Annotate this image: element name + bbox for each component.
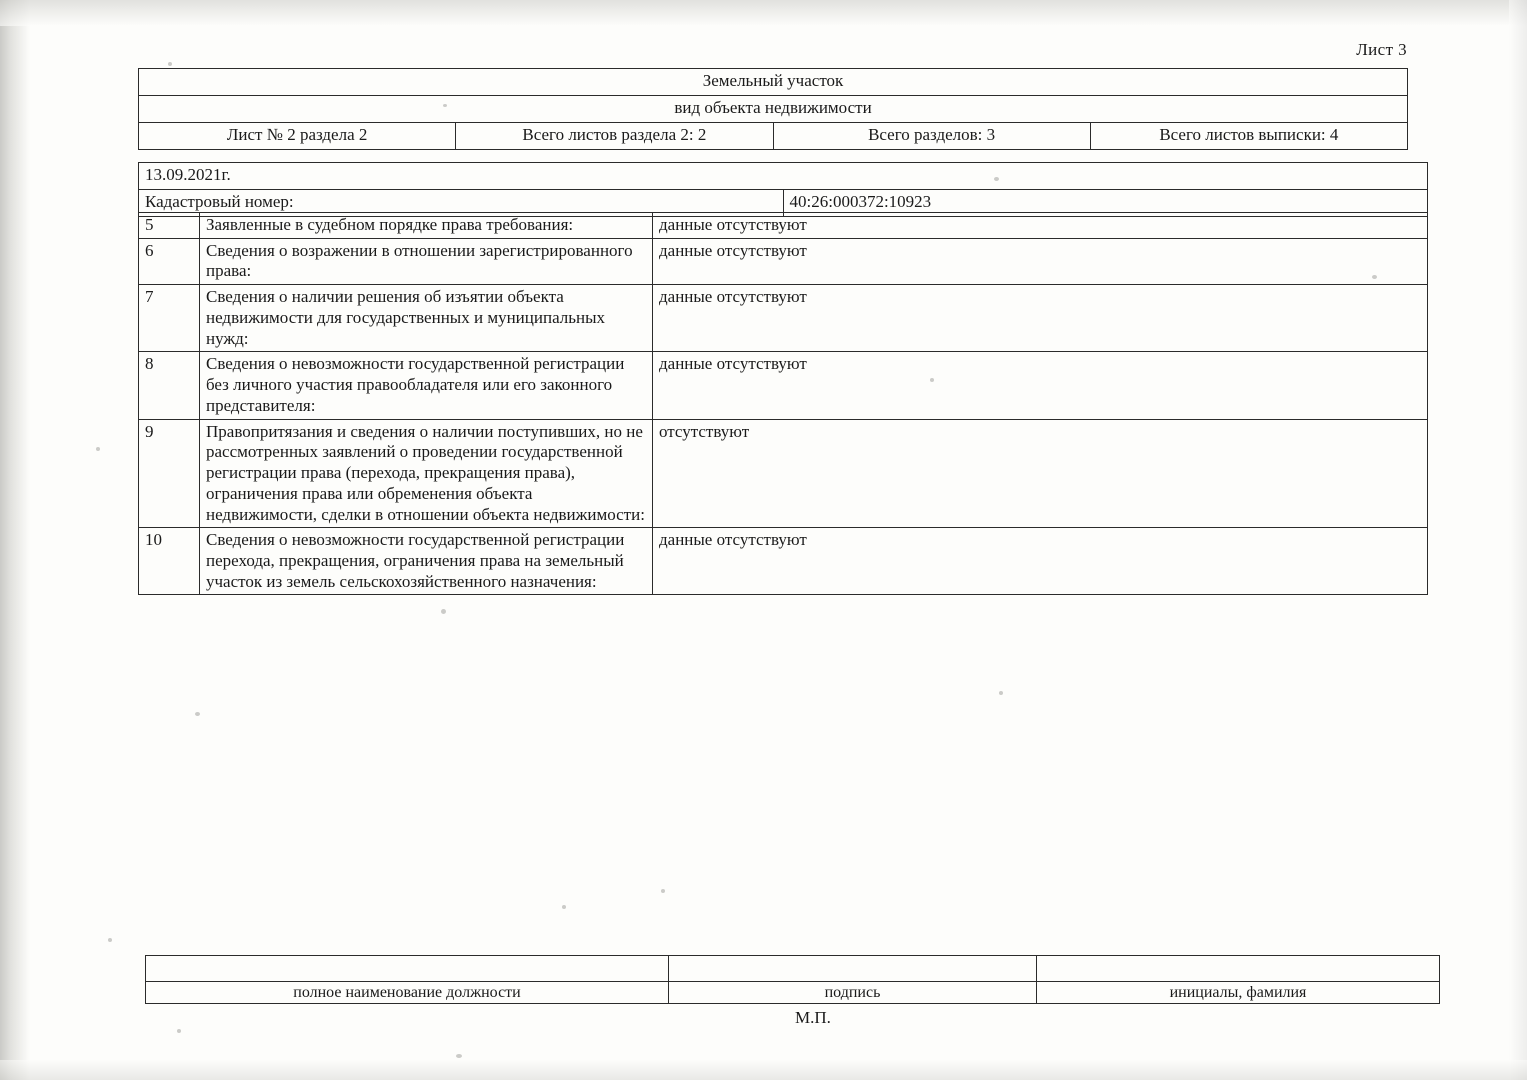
scan-edge-top (0, 0, 1527, 26)
row-number: 10 (139, 528, 200, 595)
scan-speck (177, 1029, 181, 1033)
counts-row (139, 123, 1408, 150)
scan-speck (168, 62, 172, 66)
scan-speck (562, 905, 566, 909)
scan-speck (108, 938, 112, 942)
table-row (139, 528, 1428, 595)
scan-edge-right (1509, 0, 1527, 1080)
row-value: данные отсутствуют (653, 528, 1428, 595)
row-value: данные отсутствуют (653, 213, 1428, 239)
sheet-label: Лист 3 (1356, 40, 1407, 59)
row-number: 5 (139, 213, 200, 239)
position-caption: полное наименование должности (146, 981, 669, 1004)
signature-blank-row (146, 956, 1440, 982)
object-type-cell: Земельный участок (139, 69, 1408, 96)
section-sheet-cell: Лист № 2 раздела 2 (139, 123, 456, 150)
signature-caption-row (146, 981, 1440, 1004)
name-blank-cell (1037, 956, 1440, 982)
row-label: Сведения о невозможности государственной регистрации перехода, прекращения, ограничения права на земельный участок из земель сельскохозяйственного назначения: (200, 528, 653, 595)
table-row (139, 419, 1428, 528)
scan-speck (456, 1054, 462, 1058)
document-header-table (138, 68, 1408, 150)
row-value: данные отсутствуют (653, 285, 1428, 352)
attributes-table (138, 212, 1428, 595)
row-value: данные отсутствуют (653, 352, 1428, 419)
cadastral-number-cell: 40:26:000372:10923 (783, 190, 1428, 217)
date-cell: 13.09.2021г. (139, 163, 1428, 190)
section-total-sheets-cell: Всего листов раздела 2: 2 (456, 123, 773, 150)
name-caption: инициалы, фамилия (1037, 981, 1440, 1004)
object-type-caption-cell: вид объекта недвижимости (139, 96, 1408, 123)
row-number: 9 (139, 419, 200, 528)
row-number: 7 (139, 285, 200, 352)
scan-speck (441, 609, 446, 614)
signature-caption: подпись (669, 981, 1037, 1004)
row-value: отсутствуют (653, 419, 1428, 528)
row-label: Сведения о возражении в отношении зарегистрированного права: (200, 238, 653, 284)
cadastral-label-cell: Кадастровый номер: (139, 190, 784, 217)
table-row (139, 352, 1428, 419)
row-label: Сведения о наличии решения об изъятии объекта недвижимости для государственных и муниципальных нужд: (200, 285, 653, 352)
document-meta-table (138, 162, 1428, 217)
row-label: Заявленные в судебном порядке права требования: (200, 213, 653, 239)
row-value: данные отсутствуют (653, 238, 1428, 284)
date-row (139, 163, 1428, 190)
row-label: Сведения о невозможности государственной регистрации без личного участия правообладателя или его законного представителя: (200, 352, 653, 419)
table-row (139, 238, 1428, 284)
row-number: 6 (139, 238, 200, 284)
signature-table (145, 955, 1440, 1004)
object-type-caption-row (139, 96, 1408, 123)
row-number: 8 (139, 352, 200, 419)
table-row (139, 285, 1428, 352)
total-extract-sheets-cell: Всего листов выписки: 4 (1090, 123, 1407, 150)
signature-blank-cell (669, 956, 1037, 982)
position-blank-cell (146, 956, 669, 982)
scan-speck (999, 691, 1003, 695)
scan-speck (96, 447, 100, 451)
scan-speck (195, 712, 200, 716)
scan-speck (661, 889, 665, 893)
total-sections-cell: Всего разделов: 3 (773, 123, 1090, 150)
table-row (139, 213, 1428, 239)
row-label: Правопритязания и сведения о наличии поступивших, но не рассмотренных заявлений о проведении государственной регистрации права (перехода, прекращения права), ограничения права или обременения объекта недвижимости, сделки в отношении объекта недвижимости: (200, 419, 653, 528)
scan-edge-left (0, 0, 30, 1080)
scan-edge-bottom (0, 1060, 1527, 1080)
object-type-row (139, 69, 1408, 96)
stamp-mark: М.П. (795, 1008, 831, 1027)
